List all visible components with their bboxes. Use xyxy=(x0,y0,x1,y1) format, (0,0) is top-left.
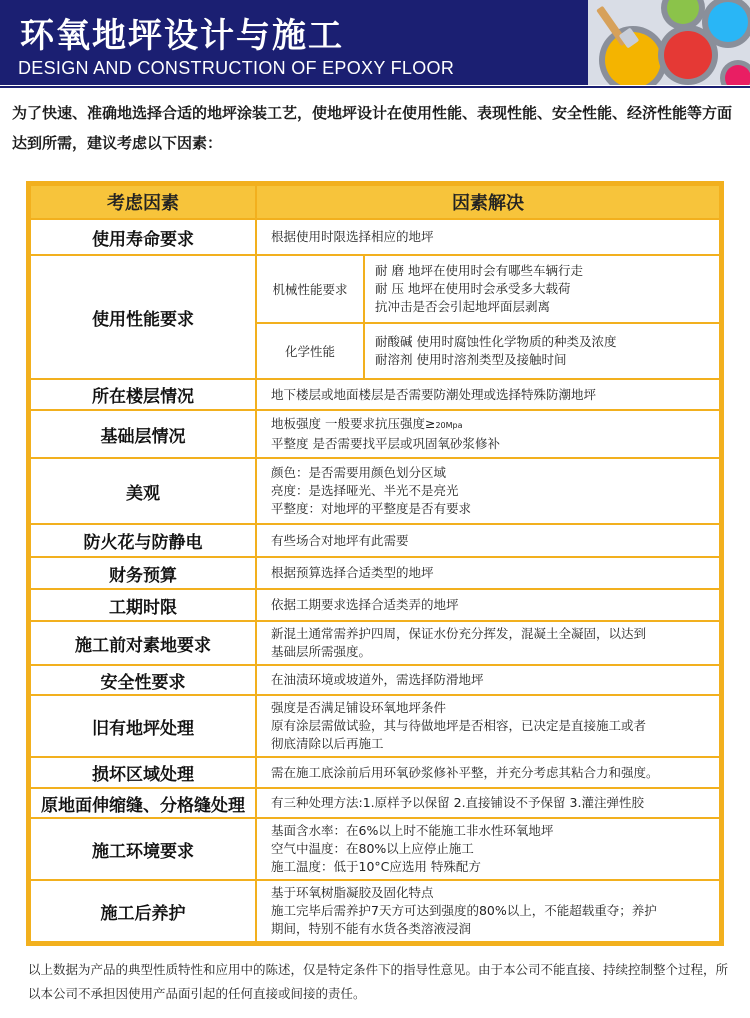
paint-cans-icon xyxy=(588,0,750,85)
header-factor: 考虑因素 xyxy=(30,185,256,219)
table-row xyxy=(30,379,720,410)
row-factor: 安全性要求 xyxy=(30,665,256,695)
page-subtitle: DESIGN AND CONSTRUCTION OF EPOXY FLOOR xyxy=(18,58,455,78)
table-row xyxy=(30,788,720,818)
row-subfactor: 化学性能 xyxy=(256,323,364,379)
row-solution: 基于环氧树脂凝胶及固化特点 施工完毕后需养护7天方可达到强度的80%以上，不能超载重夺；养护 期间，特别不能有水货各类溶液浸润 xyxy=(256,880,720,942)
banner xyxy=(0,0,750,88)
row-factor: 使用性能要求 xyxy=(30,255,256,379)
table-row xyxy=(30,757,720,788)
row-factor: 施工环境要求 xyxy=(30,818,256,880)
table-header-row xyxy=(30,185,720,219)
page-title: 环氧地坪设计与施工 xyxy=(20,16,344,56)
table-row xyxy=(30,621,720,665)
table-row xyxy=(30,557,720,589)
row-solution: 颜色：是否需要用颜色划分区域 亮度：是选择哑光、半光不是亮光 平整度：对地坪的平整度是否有要求 xyxy=(256,458,720,524)
row-solution: 根据预算选择合适类型的地坪 xyxy=(256,557,720,589)
row-solution: 地下楼层或地面楼层是否需要防潮处理或选择特殊防潮地坪 xyxy=(256,379,720,410)
banner-underline xyxy=(0,86,750,88)
row-solution: 新混土通常需养护四周，保证水份充分挥发，混凝土全凝固，以达到 基础层所需强度。 xyxy=(256,621,720,665)
row-factor: 施工前对素地要求 xyxy=(30,621,256,665)
table-row xyxy=(30,255,720,323)
factors-table xyxy=(26,181,724,946)
row-solution: 有些场合对地坪有此需要 xyxy=(256,524,720,557)
row-factor: 原地面伸缩缝、分格缝处理 xyxy=(30,788,256,818)
table-row xyxy=(30,665,720,695)
row-factor: 工期时限 xyxy=(30,589,256,621)
table-row xyxy=(30,524,720,557)
row-factor: 美观 xyxy=(30,458,256,524)
table-row xyxy=(30,219,720,255)
row-solution: 强度是否满足铺设环氧地坪条件 原有涂层需做试验，其与待做地坪是否相容，已决定是直接施工或者 彻底清除以后再施工 xyxy=(256,695,720,757)
row-factor: 施工后养护 xyxy=(30,880,256,942)
disclaimer: 以上数据为产品的典型性质特性和应用中的陈述，仅是特定条件下的指导性意见。由于本公司不能直接、持续控制整个过程，所以本公司不承担因使用产品面引起的任何直接或间接的责任。 xyxy=(28,962,729,1001)
table-row xyxy=(30,410,720,458)
row-solution: 基面含水率：在6%以上时不能施工非水性环氧地坪 空气中温度：在80%以上应停止施工 施工温度：低于10°C应选用 特殊配方 xyxy=(256,818,720,880)
row-factor: 旧有地坪处理 xyxy=(30,695,256,757)
row-factor: 防火花与防静电 xyxy=(30,524,256,557)
row-solution: 需在施工底涂前后用环氧砂浆修补平整，并充分考虑其粘合力和强度。 xyxy=(256,757,720,788)
row-solution: 根据使用时限选择相应的地坪 xyxy=(256,219,720,255)
row-subfactor: 机械性能要求 xyxy=(256,255,364,323)
table-row xyxy=(30,695,720,757)
row-factor: 使用寿命要求 xyxy=(30,219,256,255)
row-factor: 所在楼层情况 xyxy=(30,379,256,410)
header-solution: 因素解决 xyxy=(256,185,720,219)
row-solution: 在油渍环境或坡道外，需选择防滑地坪 xyxy=(256,665,720,695)
table-row xyxy=(30,589,720,621)
table-row xyxy=(30,818,720,880)
table-row xyxy=(30,458,720,524)
row-solution: 有三种处理方法:1.原样予以保留 2.直接铺设不予保留 3.灌注弹性胶 xyxy=(256,788,720,818)
row-factor: 财务预算 xyxy=(30,557,256,589)
intro-text: 为了快速、准确地选择合适的地坪涂装工艺，使地坪设计在使用性能、表现性能、安全性能、经济性能等方面达到所需，建议考虑以下因素： xyxy=(12,104,733,152)
row-factor: 基础层情况 xyxy=(30,410,256,458)
table-row xyxy=(30,880,720,942)
row-factor: 损坏区域处理 xyxy=(30,757,256,788)
row-solution: 耐 磨 地坪在使用时会有哪些车辆行走 耐 压 地坪在使用时会承受多大载荷 抗冲击是否会引起地坪面层剥离 xyxy=(364,255,720,323)
row-solution: 依据工期要求选择合适类弄的地坪 xyxy=(256,589,720,621)
row-solution: 地板强度 一般要求抗压强度≥20Mpa 平整度 是否需要找平层或巩固氧砂浆修补 xyxy=(256,410,720,458)
row-solution: 耐酸碱 使用时腐蚀性化学物质的种类及浓度 耐溶剂 使用时溶剂类型及接触时间 xyxy=(364,323,720,379)
